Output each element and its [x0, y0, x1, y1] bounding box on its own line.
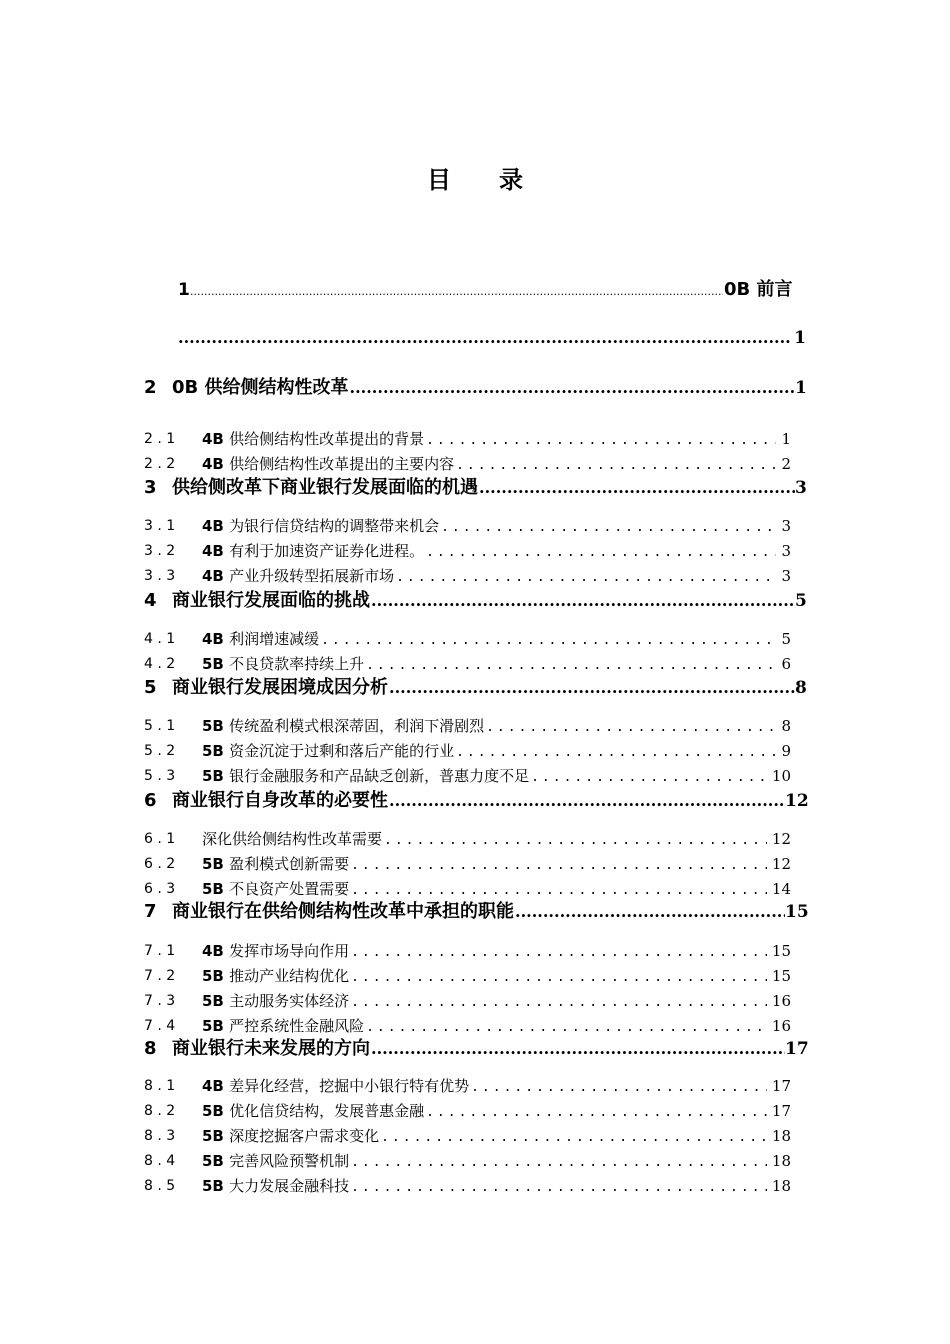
toc-entry-intro-leader — [0, 324, 950, 352]
toc-section-label — [202, 875, 349, 903]
toc-section-tag: 4B — [202, 942, 230, 960]
toc-chapter-text: 供给侧改革下商业银行发展面临的机遇 — [172, 477, 478, 498]
toc-leader — [486, 712, 776, 740]
toc-entry-page: 1 — [794, 328, 806, 348]
toc-section-text: 严控系统性金融风险 — [229, 1017, 365, 1035]
toc-chapter-page: 17 — [785, 1039, 809, 1059]
toc-leader — [479, 474, 795, 502]
toc-section-label — [202, 962, 349, 990]
toc-chapter-label — [172, 587, 370, 615]
toc-leader — [190, 276, 723, 304]
toc-section-text: 大力发展金融科技 — [229, 1177, 350, 1195]
toc-section-tag: 4B — [202, 567, 230, 585]
toc-section-text: 为银行信贷结构的调整带来机会 — [229, 517, 440, 535]
toc-section-text: 有利于加速资产证券化进程。 — [229, 542, 425, 560]
toc-chapter-page: 3 — [795, 478, 807, 498]
toc-section-tag: 5B — [202, 742, 230, 760]
toc-section-label — [202, 1097, 424, 1125]
toc-section-label — [202, 562, 394, 590]
toc-section-number: 3 . 1 — [144, 518, 176, 534]
toc-leader — [178, 324, 790, 352]
toc-section-7.1[interactable] — [0, 937, 950, 965]
toc-section-label — [202, 1012, 364, 1040]
toc-section-page: 12 — [771, 830, 791, 848]
toc-section-page: 16 — [771, 992, 791, 1010]
toc-chapter-6[interactable] — [0, 787, 950, 815]
toc-section-number: 6 . 3 — [144, 881, 176, 897]
toc-section-number: 6 . 2 — [144, 856, 176, 872]
toc-leader — [351, 1172, 767, 1200]
toc-section-6.3[interactable] — [0, 875, 950, 903]
toc-section-tag: 5B — [202, 717, 230, 735]
toc-section-page: 17 — [771, 1102, 791, 1120]
toc-section-2.1[interactable] — [0, 425, 950, 453]
toc-section-tag: 4B — [202, 455, 230, 473]
toc-section-5.1[interactable] — [0, 712, 950, 740]
toc-section-number: 4 . 1 — [144, 631, 176, 647]
toc-section-tag: 5B — [202, 1177, 230, 1195]
toc-section-number: 7 . 4 — [144, 1018, 176, 1034]
toc-section-tag: 5B — [202, 1017, 230, 1035]
toc-section-tag: 5B — [202, 1127, 230, 1145]
toc-section-number: 3 . 2 — [144, 543, 176, 559]
toc-section-8.4[interactable] — [0, 1147, 950, 1175]
toc-chapter-number: 6 — [144, 790, 157, 811]
toc-leader — [426, 1097, 767, 1125]
toc-section-page: 1 — [781, 430, 791, 448]
toc-leader — [366, 1012, 767, 1040]
toc-chapter-page: 12 — [785, 791, 809, 811]
toc-chapter-text: 商业银行未来发展的方向 — [172, 1038, 370, 1059]
toc-section-2.2[interactable] — [0, 450, 950, 478]
toc-section-number: 4 . 2 — [144, 656, 176, 672]
toc-entry-label — [724, 276, 793, 304]
toc-section-page: 3 — [781, 567, 791, 585]
toc-section-text: 银行金融服务和产品缺乏创新，普惠力度不足 — [229, 767, 530, 785]
toc-section-number: 7 . 2 — [144, 968, 176, 984]
toc-title-char-1: 目 — [427, 166, 451, 194]
toc-leader — [351, 1147, 767, 1175]
toc-leader — [351, 937, 767, 965]
toc-section-page: 6 — [781, 655, 791, 673]
toc-section-page: 3 — [781, 542, 791, 560]
toc-section-number: 7 . 3 — [144, 993, 176, 1009]
toc-section-8.3[interactable] — [0, 1122, 950, 1150]
toc-section-tag: 5B — [202, 992, 230, 1010]
toc-section-tag: 4B — [202, 1077, 230, 1095]
toc-section-page: 18 — [771, 1152, 791, 1170]
toc-section-tag: 4B — [202, 542, 230, 560]
toc-section-text: 不良资产处置需要 — [229, 880, 350, 898]
toc-chapter-number: 7 — [144, 901, 157, 922]
toc-chapter-number: 3 — [144, 477, 157, 498]
toc-chapter-label — [172, 787, 388, 815]
toc-leader — [456, 450, 776, 478]
toc-section-8.2[interactable] — [0, 1097, 950, 1125]
toc-section-label — [202, 825, 382, 853]
toc-section-text: 差异化经营，挖掘中小银行特有优势 — [229, 1077, 470, 1095]
toc-section-page: 17 — [771, 1077, 791, 1095]
toc-section-label — [202, 937, 349, 965]
toc-section-tag: 4B — [202, 630, 230, 648]
toc-section-label — [202, 1072, 469, 1100]
toc-section-label — [202, 1147, 349, 1175]
toc-section-tag: 5B — [202, 855, 230, 873]
toc-section-3.1[interactable] — [0, 512, 950, 540]
toc-section-label — [202, 625, 319, 653]
toc-leader — [384, 825, 767, 853]
toc-leader — [350, 374, 795, 402]
toc-leader — [389, 787, 785, 815]
toc-section-number: 5 . 1 — [144, 718, 176, 734]
toc-section-text: 深度挖掘客户需求变化 — [229, 1127, 380, 1145]
toc-section-tag: 5B — [202, 655, 230, 673]
toc-section-number: 5 . 3 — [144, 768, 176, 784]
toc-chapter-number: 4 — [144, 590, 157, 611]
toc-chapter-tag: 0B — [172, 377, 205, 398]
toc-section-tag: 4B — [202, 517, 230, 535]
toc-section-7.3[interactable] — [0, 987, 950, 1015]
toc-leader — [426, 537, 776, 565]
toc-section-page: 5 — [781, 630, 791, 648]
toc-section-label — [202, 987, 349, 1015]
toc-section-number: 7 . 1 — [144, 943, 176, 959]
toc-leader — [351, 987, 767, 1015]
toc-section-text: 优化信贷结构，发展普惠金融 — [229, 1102, 425, 1120]
toc-section-page: 16 — [771, 1017, 791, 1035]
toc-section-page: 10 — [771, 767, 791, 785]
toc-section-text: 供给侧结构性改革提出的主要内容 — [229, 455, 455, 473]
toc-section-label — [202, 450, 454, 478]
toc-entry-tag: 0B — [724, 279, 751, 300]
toc-section-7.4[interactable] — [0, 1012, 950, 1040]
toc-section-8.1[interactable] — [0, 1072, 950, 1100]
toc-chapter-label — [172, 674, 388, 702]
toc-section-text: 不良贷款率持续上升 — [229, 655, 365, 673]
toc-chapter-page: 15 — [785, 902, 809, 922]
toc-leader — [471, 1072, 767, 1100]
toc-chapter-number: 8 — [144, 1038, 157, 1059]
toc-section-5.3[interactable] — [0, 762, 950, 790]
toc-section-page: 8 — [781, 717, 791, 735]
toc-section-label — [202, 537, 424, 565]
toc-section-tag: 4B — [202, 430, 230, 448]
toc-section-7.2[interactable] — [0, 962, 950, 990]
toc-section-label — [202, 425, 424, 453]
toc-chapter-text: 商业银行在供给侧结构性改革中承担的职能 — [172, 901, 514, 922]
toc-leader — [381, 1122, 767, 1150]
toc-chapter-page: 8 — [795, 678, 807, 698]
toc-chapter-3[interactable] — [0, 474, 950, 502]
toc-section-label — [202, 650, 364, 678]
toc-section-page: 9 — [781, 742, 791, 760]
toc-leader — [351, 850, 767, 878]
toc-section-tag: 5B — [202, 1152, 230, 1170]
toc-section-tag: 5B — [202, 767, 230, 785]
toc-section-number: 3 . 3 — [144, 568, 176, 584]
toc-section-label — [202, 1122, 379, 1150]
toc-section-page: 18 — [771, 1127, 791, 1145]
toc-section-6.2[interactable] — [0, 850, 950, 878]
toc-section-page: 14 — [771, 880, 791, 898]
toc-section-number: 2 . 1 — [144, 431, 176, 447]
toc-section-page: 15 — [771, 942, 791, 960]
toc-leader — [396, 562, 776, 590]
toc-section-text: 推动产业结构优化 — [229, 967, 350, 985]
toc-section-page: 3 — [781, 517, 791, 535]
toc-section-text: 主动服务实体经济 — [229, 992, 350, 1010]
toc-section-8.5[interactable] — [0, 1172, 950, 1200]
toc-section-page: 2 — [781, 455, 791, 473]
toc-section-label — [202, 762, 529, 790]
toc-section-text: 发挥市场导向作用 — [229, 942, 350, 960]
toc-leader — [321, 625, 776, 653]
toc-section-3.3[interactable] — [0, 562, 950, 590]
toc-leader — [351, 962, 767, 990]
toc-section-number: 6 . 1 — [144, 831, 176, 847]
toc-section-number: 8 . 5 — [144, 1178, 176, 1194]
toc-leader — [366, 650, 776, 678]
toc-section-text: 深化供给侧结构性改革需要 — [202, 830, 383, 848]
toc-chapter-2[interactable] — [0, 374, 950, 402]
toc-section-3.2[interactable] — [0, 537, 950, 565]
toc-leader — [371, 587, 795, 615]
toc-section-text: 利润增速减缓 — [229, 630, 320, 648]
toc-section-page: 12 — [771, 855, 791, 873]
toc-section-number: 2 . 2 — [144, 456, 176, 472]
toc-chapter-text: 商业银行发展面临的挑战 — [172, 590, 370, 611]
toc-section-label — [202, 712, 484, 740]
toc-section-number: 5 . 2 — [144, 743, 176, 759]
toc-entry-number: 1 — [178, 280, 190, 300]
toc-leader — [456, 737, 776, 765]
toc-chapter-text: 商业银行自身改革的必要性 — [172, 790, 388, 811]
toc-chapter-label — [172, 374, 349, 402]
toc-chapter-label — [172, 474, 478, 502]
toc-chapter-page: 1 — [795, 378, 807, 398]
toc-section-6.1[interactable] — [0, 825, 950, 853]
toc-section-label — [202, 737, 454, 765]
toc-section-5.2[interactable] — [0, 737, 950, 765]
toc-section-text: 完善风险预警机制 — [229, 1152, 350, 1170]
toc-title-char-2: 录 — [499, 166, 523, 194]
toc-section-label — [202, 512, 439, 540]
toc-section-tag: 5B — [202, 1102, 230, 1120]
toc-section-text: 盈利模式创新需要 — [229, 855, 350, 873]
toc-title — [0, 160, 950, 195]
toc-chapter-text: 商业银行发展困境成因分析 — [172, 677, 388, 698]
toc-chapter-text: 供给侧结构性改革 — [204, 377, 349, 398]
toc-section-page: 18 — [771, 1177, 791, 1195]
toc-chapter-4[interactable] — [0, 587, 950, 615]
toc-section-tag: 5B — [202, 967, 230, 985]
toc-chapter-number: 2 — [144, 377, 157, 398]
toc-leader — [531, 762, 767, 790]
toc-section-text: 供给侧结构性改革提出的背景 — [229, 430, 425, 448]
toc-section-number: 8 . 1 — [144, 1078, 176, 1094]
toc-chapter-number: 5 — [144, 677, 157, 698]
toc-section-label — [202, 1172, 349, 1200]
toc-section-number: 8 . 4 — [144, 1153, 176, 1169]
toc-section-text: 产业升级转型拓展新市场 — [229, 567, 395, 585]
toc-chapter-5[interactable] — [0, 674, 950, 702]
toc-section-number: 8 . 2 — [144, 1103, 176, 1119]
toc-section-tag: 5B — [202, 880, 230, 898]
toc-leader — [426, 425, 776, 453]
toc-leader — [389, 674, 795, 702]
toc-section-number: 8 . 3 — [144, 1128, 176, 1144]
toc-leader — [351, 875, 767, 903]
toc-section-text: 资金沉淀于过剩和落后产能的行业 — [229, 742, 455, 760]
toc-section-4.2[interactable] — [0, 650, 950, 678]
toc-section-text: 传统盈利模式根深蒂固，利润下滑剧烈 — [229, 717, 485, 735]
toc-leader — [441, 512, 776, 540]
toc-entry-intro[interactable] — [0, 276, 950, 304]
toc-chapter-page: 5 — [795, 591, 807, 611]
toc-section-label — [202, 850, 349, 878]
toc-section-page: 15 — [771, 967, 791, 985]
toc-section-4.1[interactable] — [0, 625, 950, 653]
toc-entry-text: 前言 — [756, 279, 793, 300]
